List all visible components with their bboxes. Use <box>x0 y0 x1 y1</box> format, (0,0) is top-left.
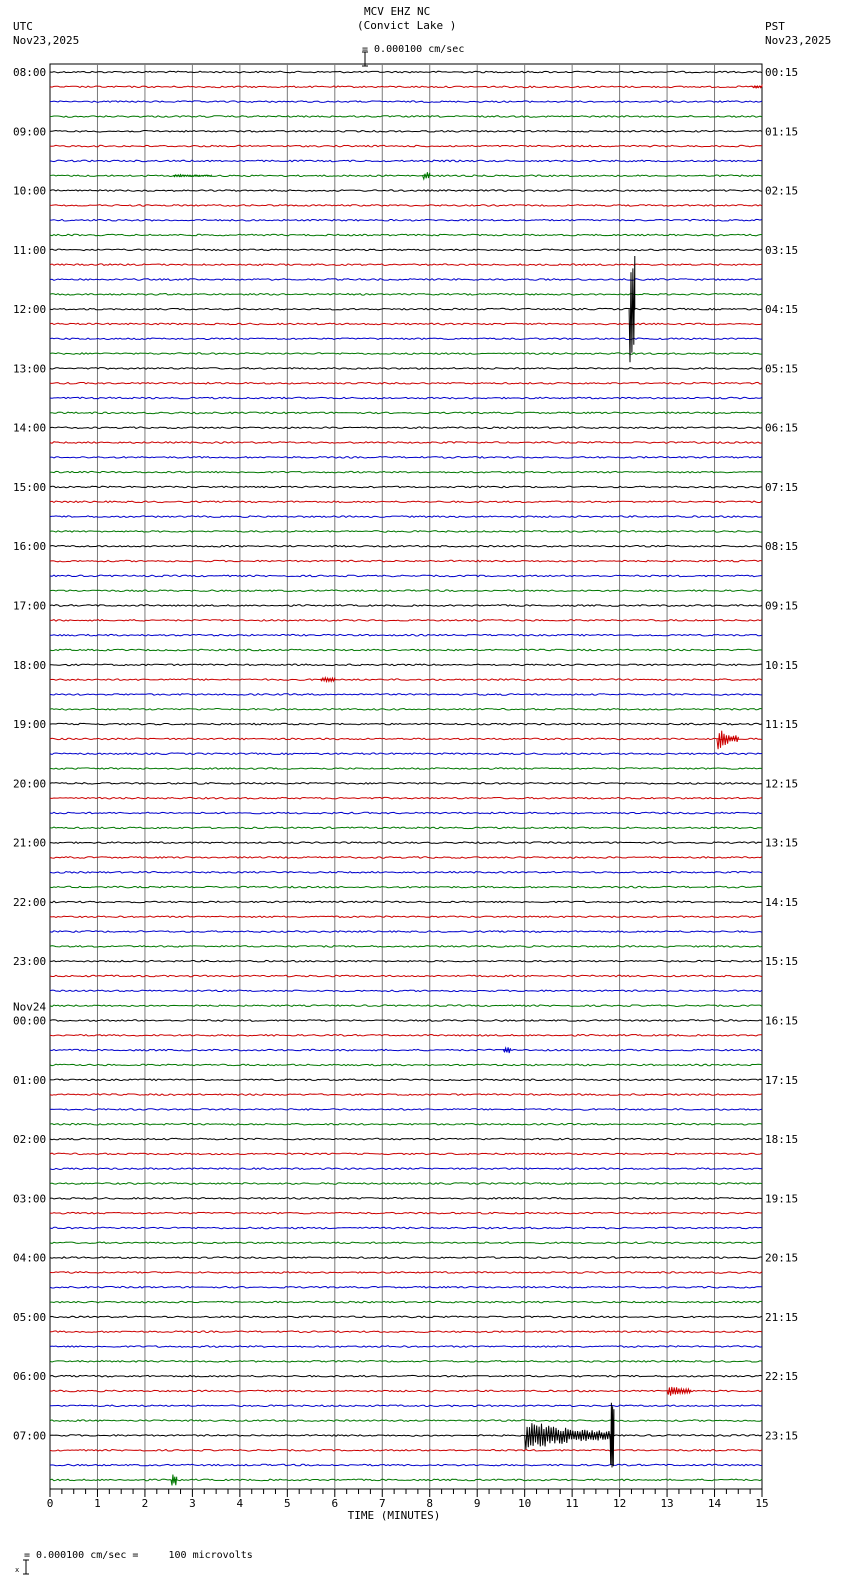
trace-47 <box>50 768 762 770</box>
utc-label-20: 04:00 <box>13 1251 47 1265</box>
event-group <box>171 86 762 1486</box>
utc-label-8: 16:00 <box>13 540 47 554</box>
trace-3 <box>50 116 762 118</box>
trace-72 <box>50 1138 762 1140</box>
scale-label: = 0.000100 cm/sec <box>362 44 465 55</box>
trace-43 <box>50 709 762 711</box>
utc-label-15: 23:00 <box>13 955 47 969</box>
utc-label-4: 12:00 <box>13 303 47 317</box>
trace-4 <box>50 131 762 133</box>
trace-10 <box>50 219 762 221</box>
station-title: MCV EHZ NC <box>364 5 431 18</box>
trace-79 <box>50 1242 762 1244</box>
pst-label-9: 09:15 <box>765 599 799 613</box>
pst-label-19: 19:15 <box>765 1192 799 1206</box>
pst-label-13: 13:15 <box>765 836 799 850</box>
trace-55 <box>50 886 762 888</box>
trace-52 <box>50 842 762 844</box>
trace-49 <box>50 797 762 799</box>
trace-18 <box>50 338 762 340</box>
trace-31 <box>50 531 762 533</box>
event-4 <box>321 678 335 682</box>
pst-label-1: 01:15 <box>765 125 799 139</box>
x-tick-label-15: 15 <box>755 1497 769 1510</box>
trace-57 <box>50 916 762 918</box>
trace-83 <box>50 1301 762 1303</box>
trace-5 <box>50 145 762 147</box>
trace-2 <box>50 101 762 103</box>
trace-15 <box>50 294 762 296</box>
pst-label-0: 00:15 <box>765 66 799 79</box>
utc-label-6: 14:00 <box>13 421 47 435</box>
trace-1 <box>50 86 762 88</box>
x-tick-label-7: 7 <box>378 1497 386 1510</box>
trace-42 <box>50 694 762 696</box>
pst-label-17: 17:15 <box>765 1073 799 1087</box>
utc-label-2: 10:00 <box>13 184 47 198</box>
utc-label-10: 18:00 <box>13 658 47 672</box>
trace-28 <box>50 486 762 488</box>
pst-label-3: 03:15 <box>765 243 799 257</box>
x-tick-label-14: 14 <box>707 1497 722 1510</box>
trace-40 <box>50 664 762 666</box>
trace-65 <box>50 1035 762 1037</box>
pst-label-16: 16:15 <box>765 1014 799 1028</box>
pst-label-12: 12:15 <box>765 777 799 791</box>
trace-39 <box>50 649 762 651</box>
utc-label-13: 21:00 <box>13 836 47 850</box>
pst-label-20: 20:15 <box>765 1251 799 1265</box>
trace-27 <box>50 471 762 473</box>
trace-59 <box>50 946 762 948</box>
x-tick-label-6: 6 <box>331 1497 339 1510</box>
trace-51 <box>50 827 762 829</box>
right-timezone: PST <box>765 20 785 33</box>
pst-label-2: 02:15 <box>765 184 799 198</box>
x-tick-label-1: 1 <box>94 1497 101 1510</box>
trace-37 <box>50 620 762 622</box>
pst-label-14: 14:15 <box>765 895 799 909</box>
trace-34 <box>50 575 762 577</box>
pst-label-6: 06:15 <box>765 421 799 435</box>
x-tick-label-11: 11 <box>565 1497 579 1510</box>
trace-14 <box>50 279 762 281</box>
trace-54 <box>50 872 762 874</box>
trace-77 <box>50 1212 762 1214</box>
event-9 <box>610 1403 614 1468</box>
utc-label-19: 03:00 <box>13 1192 47 1206</box>
trace-63 <box>50 1005 762 1007</box>
x-tick-label-8: 8 <box>426 1497 434 1510</box>
trace-group <box>50 71 762 1481</box>
trace-41 <box>50 679 762 681</box>
trace-58 <box>50 931 762 933</box>
trace-74 <box>50 1168 762 1170</box>
trace-36 <box>50 605 762 607</box>
x-tick-label-9: 9 <box>473 1497 481 1510</box>
x-tick-label-2: 2 <box>141 1497 149 1510</box>
utc-label-18: 02:00 <box>13 1133 47 1147</box>
utc-label-12: 20:00 <box>13 777 47 791</box>
trace-48 <box>50 783 762 785</box>
pst-label-5: 05:15 <box>765 362 799 376</box>
trace-88 <box>50 1375 762 1377</box>
utc-label-22: 06:00 <box>13 1370 47 1384</box>
utc-label-0: 08:00 <box>13 66 47 79</box>
trace-17 <box>50 323 762 325</box>
trace-53 <box>50 857 762 859</box>
utc-label-11: 19:00 <box>13 718 47 732</box>
trace-61 <box>50 975 762 977</box>
pst-label-21: 21:15 <box>765 1310 799 1324</box>
pst-label-10: 10:15 <box>765 658 799 672</box>
pst-label-4: 04:15 <box>765 303 799 317</box>
x-tick-label-0: 0 <box>46 1497 54 1510</box>
left-date: Nov23,2025 <box>13 34 80 47</box>
trace-45 <box>50 738 762 740</box>
trace-87 <box>50 1361 762 1363</box>
trace-78 <box>50 1227 762 1229</box>
trace-66 <box>50 1049 762 1051</box>
event-8 <box>525 1423 610 1449</box>
utc-label-14: 22:00 <box>13 895 47 909</box>
x-tick-label-12: 12 <box>612 1497 627 1510</box>
trace-9 <box>50 205 762 207</box>
right-date: Nov23,2025 <box>765 34 832 47</box>
utc-label-17: 01:00 <box>13 1073 47 1087</box>
trace-85 <box>50 1331 762 1333</box>
x-tick-label-5: 5 <box>284 1497 291 1510</box>
trace-60 <box>50 960 762 962</box>
footer-scale-note: = 0.000100 cm/sec = 100 microvolts <box>24 1550 253 1561</box>
utc-label-23: 07:00 <box>13 1429 47 1443</box>
pst-label-7: 07:15 <box>765 480 799 494</box>
trace-71 <box>50 1123 762 1125</box>
trace-80 <box>50 1257 762 1259</box>
pst-label-15: 15:15 <box>765 955 799 969</box>
trace-70 <box>50 1109 762 1111</box>
trace-76 <box>50 1198 762 1200</box>
trace-11 <box>50 234 762 236</box>
trace-12 <box>50 249 762 251</box>
footer-scale-icon <box>2 1545 20 1574</box>
trace-16 <box>50 308 762 310</box>
utc-label-21: 05:00 <box>13 1310 47 1324</box>
trace-67 <box>50 1064 762 1066</box>
trace-30 <box>50 516 762 518</box>
trace-62 <box>50 990 762 992</box>
trace-64 <box>50 1020 762 1022</box>
svg-text:x: x <box>15 1566 20 1574</box>
trace-84 <box>50 1316 762 1318</box>
trace-91 <box>50 1420 762 1422</box>
trace-6 <box>50 160 762 162</box>
trace-19 <box>50 353 762 355</box>
trace-24 <box>50 427 762 429</box>
x-axis <box>47 1489 769 1522</box>
trace-50 <box>50 812 762 814</box>
trace-23 <box>50 412 762 414</box>
event-5 <box>717 731 738 750</box>
trace-86 <box>50 1346 762 1348</box>
trace-13 <box>50 264 762 266</box>
utc-label-3: 11:00 <box>13 243 47 257</box>
plot-frame <box>50 64 762 1489</box>
pst-label-23: 23:15 <box>765 1429 799 1443</box>
utc-label-16: 00:00 <box>13 1014 47 1028</box>
utc-label-9: 17:00 <box>13 599 47 613</box>
trace-95 <box>50 1479 762 1481</box>
trace-89 <box>50 1390 762 1392</box>
trace-90 <box>50 1405 762 1407</box>
utc-date-label: Nov24 <box>13 1000 47 1014</box>
trace-32 <box>50 545 762 547</box>
x-tick-label-4: 4 <box>236 1497 244 1510</box>
trace-73 <box>50 1153 762 1155</box>
utc-label-7: 15:00 <box>13 480 47 494</box>
trace-29 <box>50 501 762 503</box>
trace-56 <box>50 901 762 903</box>
x-tick-label-13: 13 <box>660 1497 674 1510</box>
trace-68 <box>50 1079 762 1081</box>
trace-22 <box>50 397 762 399</box>
trace-75 <box>50 1183 762 1185</box>
trace-69 <box>50 1094 762 1096</box>
trace-7 <box>50 175 762 177</box>
utc-label-1: 09:00 <box>13 125 47 139</box>
trace-92 <box>50 1435 762 1437</box>
x-tick-label-10: 10 <box>518 1497 532 1510</box>
pst-label-18: 18:15 <box>765 1133 799 1147</box>
trace-82 <box>50 1286 762 1288</box>
trace-94 <box>50 1464 762 1466</box>
trace-25 <box>50 442 762 444</box>
trace-46 <box>50 753 762 755</box>
trace-93 <box>50 1450 762 1452</box>
x-tick-label-3: 3 <box>189 1497 196 1510</box>
trace-8 <box>50 190 762 192</box>
grid-lines <box>50 64 762 1489</box>
utc-label-5: 13:00 <box>13 362 47 376</box>
left-timezone: UTC <box>13 20 33 33</box>
trace-26 <box>50 457 762 459</box>
trace-81 <box>50 1272 762 1274</box>
trace-38 <box>50 634 762 636</box>
trace-44 <box>50 723 762 725</box>
trace-0 <box>50 71 762 73</box>
pst-label-8: 08:15 <box>765 540 799 554</box>
pst-label-22: 22:15 <box>765 1370 799 1384</box>
location-title: (Convict Lake ) <box>357 19 457 32</box>
trace-21 <box>50 382 762 384</box>
trace-33 <box>50 560 762 562</box>
trace-20 <box>50 368 762 370</box>
pst-label-11: 11:15 <box>765 718 799 732</box>
trace-35 <box>50 590 762 592</box>
x-axis-title: TIME (MINUTES) <box>347 1509 441 1522</box>
